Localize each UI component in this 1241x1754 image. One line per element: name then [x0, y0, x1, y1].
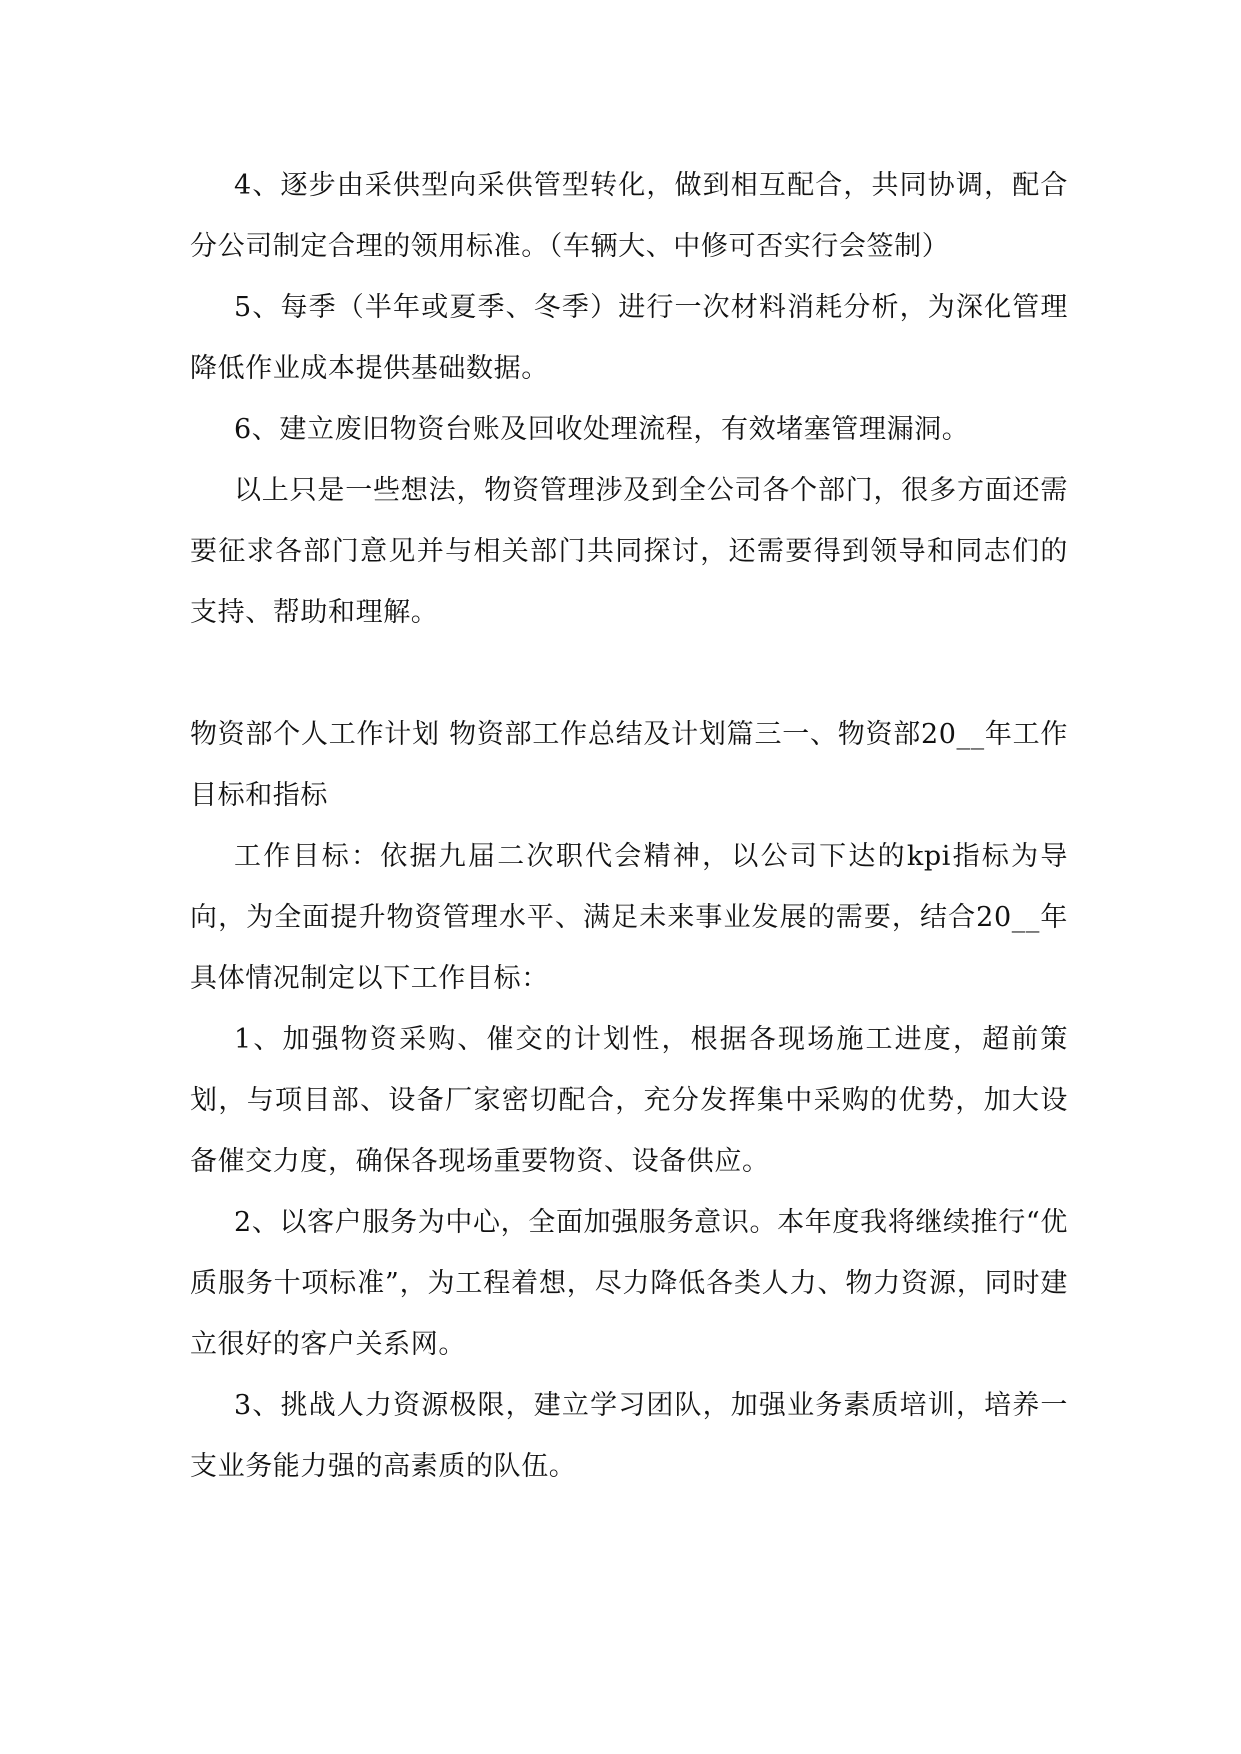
paragraph-item-4: 4、逐步由采供型向采供管型转化，做到相互配合，共同协调，配合分公司制定合理的领用标准。（车辆大、中修可否实行会签制）	[190, 170, 1068, 262]
section-heading: 物资部个人工作计划 物资部工作总结及计划篇三一、物资部20__年工作目标和指标	[190, 719, 1068, 811]
paragraph-goal-3: 3、挑战人力资源极限，建立学习团队，加强业务素质培训，培养一支业务能力强的高素质的队伍。	[190, 1390, 1068, 1482]
document-body	[190, 155, 1068, 1497]
paragraph-item-6: 6、建立废旧物资台账及回收处理流程，有效堵塞管理漏洞。	[234, 414, 970, 445]
paragraph-summary: 以上只是一些想法，物资管理涉及到全公司各个部门，很多方面还需要征求各部门意见并与相关部门共同探讨，还需要得到领导和同志们的支持、帮助和理解。	[190, 475, 1068, 628]
paragraph-item-5: 5、每季（半年或夏季、冬季）进行一次材料消耗分析，为深化管理降低作业成本提供基础数据。	[190, 292, 1068, 384]
section-spacer	[190, 643, 1068, 704]
paragraph-work-goal: 工作目标：依据九届二次职代会精神，以公司下达的kpi指标为导向，为全面提升物资管理水平、满足未来事业发展的需要，结合20__年具体情况制定以下工作目标：	[190, 841, 1068, 994]
paragraph-goal-2: 2、以客户服务为中心，全面加强服务意识。本年度我将继续推行“优质服务十项标准”，为工程着想，尽力降低各类人力、物力资源，同时建立很好的客户关系网。	[190, 1207, 1068, 1360]
paragraph-goal-1: 1、加强物资采购、催交的计划性，根据各现场施工进度，超前策划，与项目部、设备厂家密切配合，充分发挥集中采购的优势，加大设备催交力度，确保各现场重要物资、设备供应。	[190, 1024, 1068, 1177]
